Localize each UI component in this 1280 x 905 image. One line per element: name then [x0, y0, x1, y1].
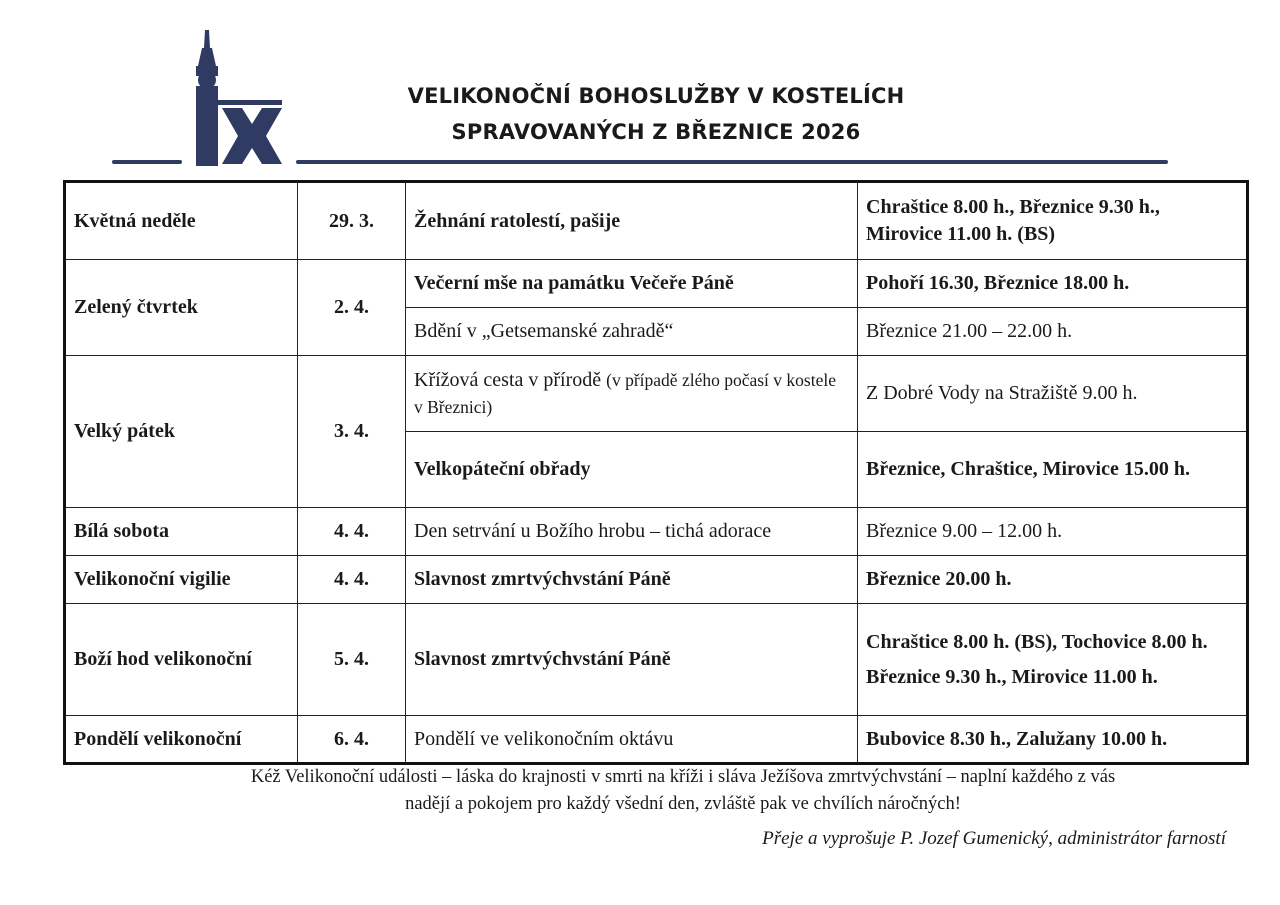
event-note: (v případě zlého počasí v kostele v Březnici)	[414, 369, 836, 417]
event-cell: Slavnost zmrtvýchvstání Páně	[406, 556, 858, 604]
day-cell: Bílá sobota	[65, 508, 298, 556]
table-row	[65, 604, 1248, 716]
table-row	[65, 260, 1248, 308]
day-cell: Boží hod velikonoční	[65, 604, 298, 716]
event-cell: Den setrvání u Božího hrobu – tichá adorace	[406, 508, 858, 556]
event-cell: Bdění v „Getsemanské zahradě“	[406, 308, 858, 356]
date-cell: 4. 4.	[298, 508, 406, 556]
date-cell: 6. 4.	[298, 716, 406, 764]
place-cell: Březnice 9.00 – 12.00 h.	[858, 508, 1248, 556]
event-cell: Večerní mše na památku Večeře Páně	[406, 260, 858, 308]
blessing-line: nadějí a pokojem pro každý všední den, zvláště pak ve chvílích náročných!	[405, 794, 961, 814]
day-cell: Pondělí velikonoční	[65, 716, 298, 764]
place-cell: Z Dobré Vody na Stražiště 9.00 h.	[858, 356, 1248, 432]
event-cell: Velkopáteční obřady	[406, 432, 858, 508]
event-cell	[406, 356, 858, 432]
event-cell: Slavnost zmrtvýchvstání Páně	[406, 604, 858, 716]
date-cell: 29. 3.	[298, 182, 406, 260]
signature: Přeje a vyprošuje P. Jozef Gumenický, administrátor farností	[762, 828, 1226, 849]
table-row	[65, 556, 1248, 604]
place-cell: Chraštice 8.00 h., Březnice 9.30 h., Mirovice 11.00 h. (BS)	[858, 182, 1248, 260]
day-cell: Zelený čtvrtek	[65, 260, 298, 356]
header-rule-left	[112, 160, 182, 164]
event-cell: Žehnání ratolestí, pašije	[406, 182, 858, 260]
header-rule	[296, 160, 1168, 164]
table-row	[65, 508, 1248, 556]
date-cell: 2. 4.	[298, 260, 406, 356]
place-cell: Březnice, Chraštice, Mirovice 15.00 h.	[858, 432, 1248, 508]
page-title-line2: SPRAVOVANÝCH Z BŘEZNICE 2026	[451, 120, 861, 144]
date-cell: 3. 4.	[298, 356, 406, 508]
table-row	[65, 182, 1248, 260]
place-line: Chraštice 8.00 h. (BS), Tochovice 8.00 h.	[866, 630, 1208, 653]
table-row	[65, 356, 1248, 432]
schedule-table	[63, 180, 1249, 765]
blessing-line: Kéž Velikonoční události – láska do krajnosti v smrti na kříži i sláva Ježíšova zmrtvýchvstání – naplní každého z vás	[250, 767, 1116, 787]
day-cell: Květná neděle	[65, 182, 298, 260]
event-text: Křížová cesta v přírodě	[414, 368, 602, 391]
place-cell: Březnice 20.00 h.	[858, 556, 1248, 604]
page-title-line1: VELIKONOČNÍ BOHOSLUŽBY V KOSTELÍCH	[407, 84, 905, 108]
place-cell: Pohoří 16.30, Březnice 18.00 h.	[858, 260, 1248, 308]
day-cell: Velikonoční vigilie	[65, 556, 298, 604]
blessing-text	[0, 764, 1280, 818]
date-cell: 4. 4.	[298, 556, 406, 604]
table-row	[65, 716, 1248, 764]
place-cell	[858, 604, 1248, 716]
event-cell: Pondělí ve velikonočním oktávu	[406, 716, 858, 764]
place-cell: Březnice 21.00 – 22.00 h.	[858, 308, 1248, 356]
date-cell: 5. 4.	[298, 604, 406, 716]
day-cell: Velký pátek	[65, 356, 298, 508]
place-line: Březnice 9.30 h., Mirovice 11.00 h.	[866, 665, 1158, 688]
place-cell: Bubovice 8.30 h., Zalužany 10.00 h.	[858, 716, 1248, 764]
